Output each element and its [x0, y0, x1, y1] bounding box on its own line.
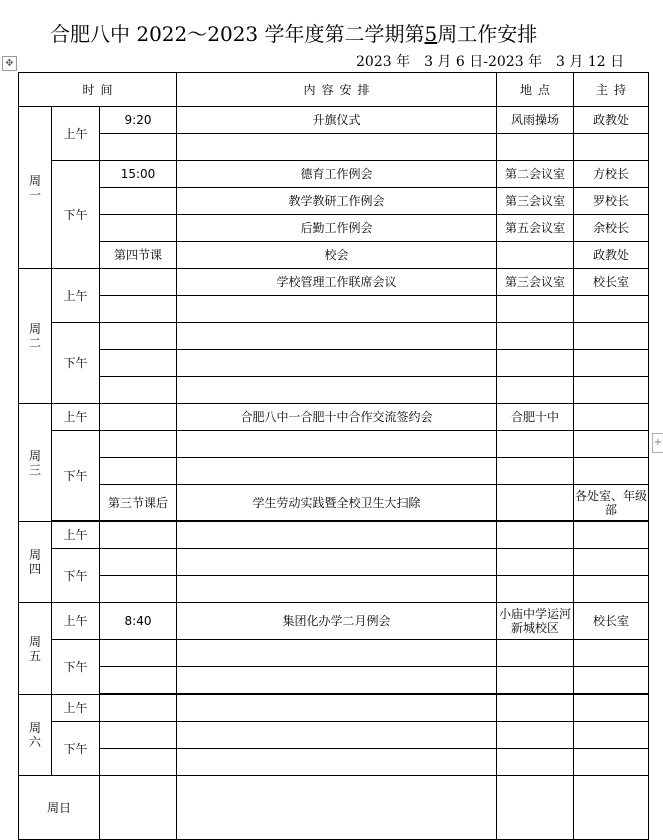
table-row	[19, 431, 649, 458]
content-cell: 合肥八中一合肥十中合作交流签约会	[177, 404, 497, 431]
table-row	[19, 377, 649, 404]
host-cell: 各处室、年级部	[574, 485, 649, 521]
period-pm: 下午	[52, 722, 100, 776]
period-am: 上午	[52, 603, 100, 640]
day-label-monday: 周 一	[19, 107, 52, 269]
day-label-sunday: 周日	[19, 776, 100, 840]
table-row	[19, 323, 649, 350]
content-cell: 升旗仪式	[177, 107, 497, 134]
header-place: 地点	[497, 73, 574, 107]
table-row	[19, 296, 649, 323]
host-cell: 罗校长	[574, 188, 649, 215]
day-label-wednesday: 周 三	[19, 404, 52, 522]
table-row	[19, 776, 649, 840]
header-row	[19, 73, 649, 107]
place-cell: 第三会议室	[497, 188, 574, 215]
table-row	[19, 603, 649, 640]
time-cell: 第四节课	[100, 242, 177, 269]
table-row	[19, 242, 649, 269]
table-row	[19, 269, 649, 296]
document-title: 合肥八中 2022～2023 学年度第二学期第5周工作安排	[50, 22, 538, 46]
table-row	[19, 404, 649, 431]
place-cell: 第五会议室	[497, 215, 574, 242]
table-row	[19, 161, 649, 188]
header-time: 时间	[19, 73, 177, 107]
content-cell: 教学教研工作例会	[177, 188, 497, 215]
period-pm: 下午	[52, 549, 100, 603]
header-host: 主持	[574, 73, 649, 107]
schedule-table	[18, 72, 649, 840]
day-label-tuesday: 周 二	[19, 269, 52, 404]
table-row	[19, 350, 649, 377]
table-row	[19, 215, 649, 242]
date-range: 2023 年 3 月 6 日-2023 年 3 月 12 日	[356, 54, 625, 70]
period-pm: 下午	[52, 323, 100, 404]
table-row	[19, 522, 649, 549]
table-row	[19, 576, 649, 603]
host-cell: 政教处	[574, 242, 649, 269]
time-cell: 9:20	[100, 107, 177, 134]
host-cell: 校长室	[574, 603, 649, 640]
table-row	[19, 749, 649, 776]
place-cell: 合肥十中	[497, 404, 574, 431]
content-cell: 学生劳动实践暨全校卫生大扫除	[177, 485, 497, 521]
add-column-icon[interactable]: +	[652, 433, 663, 453]
table-row	[19, 485, 649, 521]
table-row	[19, 667, 649, 694]
period-am: 上午	[52, 695, 100, 722]
time-cell: 8:40	[100, 603, 177, 640]
day-label-thursday: 周 四	[19, 522, 52, 603]
table-row	[19, 134, 649, 161]
content-cell: 学校管理工作联席会议	[177, 269, 497, 296]
period-am: 上午	[52, 404, 100, 431]
move-handle-icon[interactable]: ✥	[2, 56, 17, 71]
period-pm: 下午	[52, 431, 100, 521]
period-am: 上午	[52, 522, 100, 549]
place-cell: 第二会议室	[497, 161, 574, 188]
table-row	[19, 695, 649, 722]
table-row	[19, 722, 649, 749]
table-row	[19, 640, 649, 667]
table-row	[19, 458, 649, 485]
table-row	[19, 549, 649, 576]
time-cell: 第三节课后	[100, 485, 177, 521]
period-pm: 下午	[52, 161, 100, 269]
host-cell: 方校长	[574, 161, 649, 188]
place-cell: 第三会议室	[497, 269, 574, 296]
place-cell: 小庙中学运河新城校区	[497, 603, 574, 640]
table-row	[19, 188, 649, 215]
host-cell: 政教处	[574, 107, 649, 134]
time-cell: 15:00	[100, 161, 177, 188]
period-am: 上午	[52, 107, 100, 161]
content-cell: 德育工作例会	[177, 161, 497, 188]
week-number: 5	[424, 22, 438, 46]
header-content: 内容安排	[177, 73, 497, 107]
host-cell: 校长室	[574, 269, 649, 296]
day-label-saturday: 周 六	[19, 695, 52, 776]
content-cell: 校会	[177, 242, 497, 269]
period-am: 上午	[52, 269, 100, 323]
place-cell: 风雨操场	[497, 107, 574, 134]
table-row	[19, 107, 649, 134]
host-cell: 余校长	[574, 215, 649, 242]
day-label-friday: 周 五	[19, 603, 52, 695]
content-cell: 集团化办学二月例会	[177, 603, 497, 640]
content-cell: 后勤工作例会	[177, 215, 497, 242]
period-pm: 下午	[52, 640, 100, 695]
